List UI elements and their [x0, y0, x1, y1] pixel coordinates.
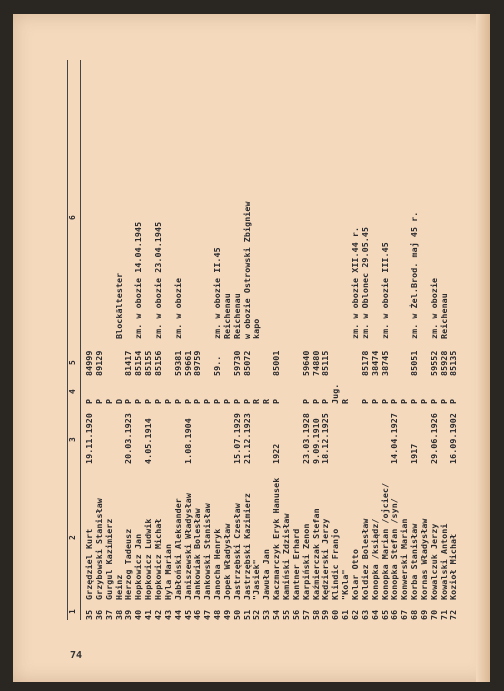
row-number: 35 — [84, 609, 94, 620]
table-row — [340, 60, 350, 620]
table-row — [311, 60, 321, 620]
person-name: Kozioł Michał — [448, 533, 459, 600]
remarks: zm. w obozie III.45 — [379, 242, 390, 339]
row-number: 43 — [162, 609, 173, 620]
category: P — [271, 398, 282, 404]
row-number: 44 — [172, 609, 183, 620]
row-number: 50 — [231, 609, 242, 620]
camp-number: 59381 — [172, 350, 183, 376]
remarks: zm. w obozie II.45 — [212, 247, 223, 339]
camp-number: 74880 — [310, 350, 321, 376]
row-number: 64 — [369, 609, 380, 620]
birth-date: 29.06.1926 — [428, 413, 439, 464]
column-header-4: 4 — [68, 389, 77, 394]
row-number: 61 — [340, 609, 351, 620]
row-number: 62 — [349, 609, 360, 620]
row-number: 65 — [379, 609, 390, 620]
row-number: 49 — [221, 609, 232, 620]
category: P — [399, 398, 410, 404]
table-row — [291, 60, 301, 620]
category: R — [251, 398, 262, 404]
birth-date: 9.09.1910 — [310, 418, 321, 464]
header-rule — [80, 60, 81, 620]
row-number: 59 — [320, 609, 331, 620]
category: Jug. — [330, 383, 341, 404]
category: P — [428, 398, 439, 404]
person-name: Kowalczuk Jerzy — [428, 523, 439, 600]
table-row — [94, 60, 104, 620]
table-row — [173, 60, 183, 620]
category: P — [202, 398, 213, 404]
row-number: 66 — [389, 609, 400, 620]
row-number: 68 — [409, 609, 420, 620]
remarks: zm. w Oblonec 29.05.45 — [359, 226, 370, 339]
person-name: Kamiński Zdzisław — [281, 513, 291, 600]
birth-date: 1922 — [271, 443, 282, 464]
table-row — [330, 60, 340, 620]
table-row — [380, 60, 390, 620]
birth-date: 23.03.1928 — [300, 413, 311, 464]
table-row — [389, 60, 399, 620]
camp-number: 59661 — [182, 350, 193, 376]
person-name: Jabłoński Aleksander — [172, 498, 183, 600]
row-number: 69 — [418, 609, 429, 620]
birth-date: 4.05.1914 — [143, 418, 154, 464]
category: P — [359, 398, 370, 404]
table-row — [360, 60, 370, 620]
table-row — [153, 60, 163, 620]
person-name: Jastrzębski Czesław — [231, 503, 242, 600]
person-name: Kolar Otto — [349, 549, 360, 600]
category: P — [369, 398, 380, 404]
book-gutter — [476, 14, 490, 682]
person-name: Karpiński Zenon — [300, 523, 311, 600]
column-header-1: 1 — [68, 609, 77, 614]
camp-number: 84999 — [84, 350, 94, 376]
category: P — [162, 398, 173, 404]
person-name: Kornas Władysław — [418, 518, 429, 600]
birth-date: 16.09.1902 — [448, 413, 459, 464]
category: P — [448, 398, 459, 404]
person-name: Jawuła Jan — [261, 549, 272, 600]
category: P — [438, 398, 449, 404]
remarks: kapo — [251, 318, 262, 339]
person-name: Hopkowicz Jan — [133, 533, 144, 600]
category: P — [418, 398, 429, 404]
person-name: Kaźmierczak Stefan — [310, 508, 321, 600]
person-name: Konopka Stefan /syn/ — [389, 498, 400, 600]
person-name: Hyla Marian — [162, 543, 173, 600]
table-row — [123, 60, 133, 620]
camp-number: 85051 — [409, 350, 420, 376]
table-row — [261, 60, 271, 620]
row-number: 56 — [290, 609, 301, 620]
row-number: 72 — [448, 609, 459, 620]
table-row — [281, 60, 291, 620]
category: P — [133, 398, 144, 404]
table-row — [399, 60, 409, 620]
rotated-table — [67, 60, 457, 620]
row-number: 48 — [212, 609, 223, 620]
birth-date: 20.03.1923 — [123, 413, 134, 464]
table-row — [350, 60, 360, 620]
row-number: 36 — [93, 609, 104, 620]
table-row — [192, 60, 202, 620]
remarks: zm. w obozie 14.04.1945 — [133, 221, 144, 339]
person-name: Konwerski Marian — [399, 518, 410, 600]
table-row — [133, 60, 143, 620]
camp-number: 85115 — [320, 350, 331, 376]
row-number: 53 — [261, 609, 272, 620]
table-row — [429, 60, 439, 620]
row-number: 58 — [310, 609, 321, 620]
birth-date: 15.07.1929 — [231, 413, 242, 464]
camp-number: 89129 — [93, 350, 104, 376]
category: P — [152, 398, 163, 404]
camp-number: 85154 — [133, 350, 144, 376]
page-number: 74 — [70, 650, 83, 661]
table-row — [143, 60, 153, 620]
category: P — [320, 398, 331, 404]
column-header-6: 6 — [68, 215, 77, 220]
table-row — [84, 60, 94, 620]
row-number: 63 — [359, 609, 370, 620]
camp-number: 59.. — [212, 355, 223, 376]
row-number: 41 — [143, 609, 154, 620]
remarks: zm. w obozie XII.44 r. — [349, 226, 360, 339]
person-name: Heinz — [113, 574, 124, 600]
table-row — [301, 60, 311, 620]
person-name: Klindic Franjo — [330, 528, 341, 600]
person-name: Konopka Marian /ojciec/ — [379, 482, 390, 600]
row-number: 45 — [182, 609, 193, 620]
category: P — [409, 398, 420, 404]
person-name: Kowalski Antoni — [438, 523, 449, 600]
camp-number: 38745 — [379, 350, 390, 376]
remarks: Reichenau — [221, 293, 232, 339]
category: P — [143, 398, 154, 404]
birth-date: 18.12.1925 — [320, 413, 331, 464]
camp-number: 85001 — [271, 350, 282, 376]
category: P — [182, 398, 193, 404]
row-number: 60 — [330, 609, 341, 620]
row-number: 39 — [123, 609, 134, 620]
table-row — [448, 60, 458, 620]
remarks: Reichenau — [438, 293, 449, 339]
person-name: Jankowski Stanisław — [202, 503, 213, 600]
column-header-2: 2 — [68, 535, 77, 540]
person-name: Jastrzębski Kazimierz — [241, 493, 252, 600]
person-name: "Jasiek" — [251, 559, 262, 600]
person-name: Grzędziel Kurt — [84, 528, 94, 600]
birth-date: 14.04.1927 — [389, 413, 400, 464]
person-name: Jopek Władysław — [221, 523, 232, 600]
table-row — [439, 60, 449, 620]
person-name: Konopka /ksiądz/ — [369, 518, 380, 600]
category: P — [123, 398, 134, 404]
camp-number: 59730 — [231, 350, 242, 376]
category: R — [340, 398, 351, 404]
category: P — [84, 398, 94, 404]
table-row — [242, 60, 252, 620]
camp-number: 38474 — [369, 350, 380, 376]
row-number: 52 — [251, 609, 262, 620]
person-name: "Kola" — [340, 569, 351, 600]
person-name: Koldiez Bolesław — [359, 518, 370, 600]
category: P — [241, 398, 252, 404]
person-name: Korba Stanisław — [409, 523, 420, 600]
remarks: w obozie Ostrowski Zbigniew — [241, 201, 252, 339]
category: D — [113, 398, 124, 404]
table-row — [183, 60, 193, 620]
camp-number: 59640 — [300, 350, 311, 376]
camp-number: 81417 — [123, 350, 134, 376]
birth-date: 1.08.1904 — [182, 418, 193, 464]
row-number: 38 — [113, 609, 124, 620]
camp-number: 89759 — [192, 350, 203, 376]
camp-number: 85156 — [152, 350, 163, 376]
camp-number: 59552 — [428, 350, 439, 376]
table-row — [370, 60, 380, 620]
row-number: 51 — [241, 609, 252, 620]
person-name: Kantner Erhard — [290, 528, 301, 600]
remarks: zm. w obozie 23.04.1945 — [152, 221, 163, 339]
remarks: zm. w obozie — [428, 277, 439, 339]
category: P — [310, 398, 321, 404]
row-number: 37 — [103, 609, 114, 620]
table-row — [271, 60, 281, 620]
column-header-3: 3 — [68, 437, 77, 442]
category: P — [389, 398, 400, 404]
birth-date: 1917 — [409, 443, 420, 464]
person-name: Hopkowicz Ludwik — [143, 518, 154, 600]
row-number: 40 — [133, 609, 144, 620]
table-row — [419, 60, 429, 620]
category: P — [172, 398, 183, 404]
birth-date: 19.11.1920 — [84, 413, 94, 464]
row-number: 54 — [271, 609, 282, 620]
row-number: 71 — [438, 609, 449, 620]
row-number: 70 — [428, 609, 439, 620]
person-name: Janocha Henryk — [212, 528, 223, 600]
person-name: Janiszewski Władysław — [182, 493, 193, 600]
remarks: zm. w Żel.Brod. maj 45 r. — [409, 211, 420, 339]
camp-number: 85178 — [359, 350, 370, 376]
category: P — [212, 398, 223, 404]
person-name: Gurgul Kazimierz — [103, 518, 114, 600]
row-number: 57 — [300, 609, 311, 620]
category: R — [261, 398, 272, 404]
remarks: Reichenau — [231, 293, 242, 339]
row-number: 42 — [152, 609, 163, 620]
remarks: zm. w obozie — [172, 277, 183, 339]
column-header-5: 5 — [68, 360, 77, 365]
table-row — [163, 60, 173, 620]
category: P — [192, 398, 203, 404]
category: P — [93, 398, 104, 404]
remarks: Blockältester — [113, 272, 124, 339]
table-row — [320, 60, 330, 620]
row-number: 67 — [399, 609, 410, 620]
table-row — [104, 60, 114, 620]
table-row — [409, 60, 419, 620]
person-name: Herzog Tadeusz — [123, 528, 134, 600]
category: P — [379, 398, 390, 404]
camp-number: 85928 — [438, 350, 449, 376]
category: P — [103, 398, 114, 404]
row-number: 55 — [281, 609, 291, 620]
table-row — [212, 60, 222, 620]
row-number: 46 — [192, 609, 203, 620]
category: P — [300, 398, 311, 404]
category: P — [231, 398, 242, 404]
camp-number: 85155 — [143, 350, 154, 376]
camp-number: 85072 — [241, 350, 252, 376]
category: P — [221, 398, 232, 404]
person-name: Grzybowski Stanisław — [93, 498, 104, 600]
person-name: Kaczmarczyk Eryk Hanusek — [271, 477, 282, 600]
camp-number: 85135 — [448, 350, 459, 376]
table-row — [232, 60, 242, 620]
table-row — [114, 60, 124, 620]
person-name: Hopkowicz Michał — [152, 518, 163, 600]
person-name: Jankowiak Bolesław — [192, 508, 203, 600]
person-name: Kędzierski Jerzy — [320, 518, 331, 600]
row-number: 47 — [202, 609, 213, 620]
table-row — [251, 60, 261, 620]
table-row — [202, 60, 212, 620]
table-row — [222, 60, 232, 620]
birth-date: 21.12.1923 — [241, 413, 252, 464]
